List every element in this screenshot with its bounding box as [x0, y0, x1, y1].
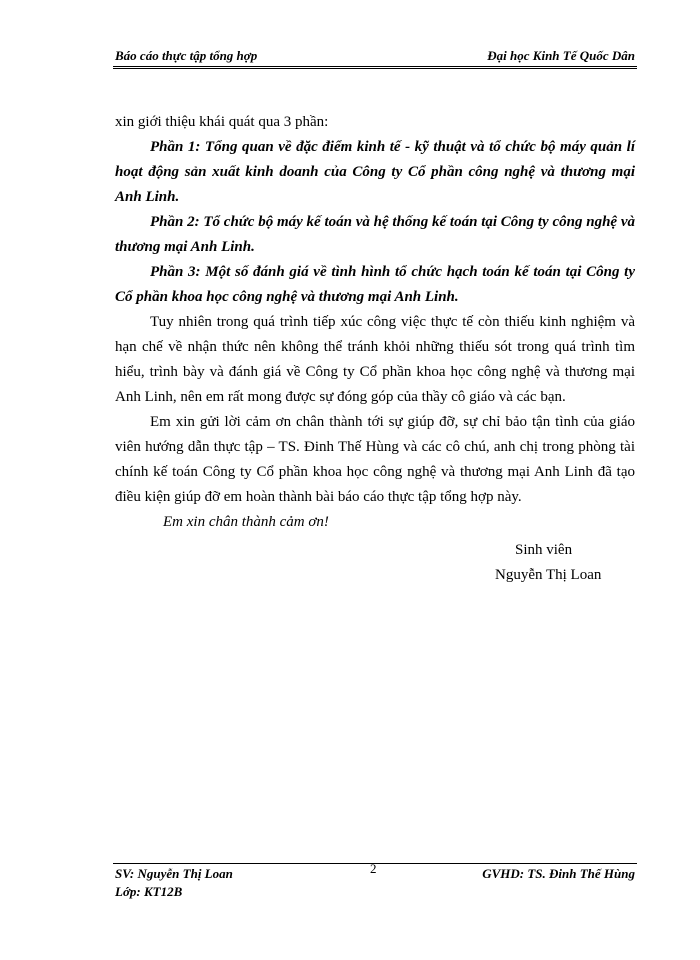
- footer-student: SV: Nguyễn Thị Loan: [115, 866, 233, 881]
- part-1: Phần 1: Tổng quan về đặc điểm kinh tế - kỹ thuật và tổ chức bộ máy quản lí hoạt động sản xuất kinh doanh của Công ty Cổ phần công nghệ và thương mại Anh Linh.: [115, 139, 635, 205]
- paragraph-limitations: Tuy nhiên trong quá trình tiếp xúc công việc thực tế còn thiếu kinh nghiệm và hạn chế về nhận thức nên không thể tránh khỏi những thiếu sót trong quá trình tìm hiểu, trình bày và đánh giá về Công ty Cổ phần khoa học công nghệ và thương mại Anh Linh, nên em rất mong được sự đóng góp của thầy cô giáo và các bạn.: [115, 314, 635, 405]
- thanks-line: Em xin chân thành cảm ơn!: [163, 514, 329, 530]
- part-3: Phần 3: Một số đánh giá về tình hình tổ chức hạch toán kế toán tại Công ty Cổ phần khoa học công nghệ và thương mại Anh Linh.: [115, 264, 635, 305]
- signature-name: Nguyễn Thị Loan: [495, 567, 602, 583]
- document-body: [115, 110, 635, 588]
- part-2: Phần 2: Tổ chức bộ máy kế toán và hệ thống kế toán tại Công ty công nghệ và thương mại Anh Linh.: [115, 214, 635, 255]
- intro-line: xin giới thiệu khái quát qua 3 phần:: [115, 114, 329, 130]
- page-number: 2: [370, 861, 377, 876]
- header-report-title: Báo cáo thực tập tổng hợp: [115, 48, 258, 63]
- header-university: Đại học Kinh Tế Quốc Dân: [487, 48, 635, 63]
- footer-advisor: GVHD: TS. Đinh Thế Hùng: [482, 866, 635, 881]
- footer-class: Lớp: KT12B: [115, 884, 183, 899]
- signature-title: Sinh viên: [515, 542, 573, 558]
- header-rule: [113, 66, 637, 69]
- paragraph-acknowledgement: Em xin gửi lời cảm ơn chân thành tới sự giúp đỡ, sự chỉ bảo tận tình của giáo viên hướng dẫn thực tập – TS. Đinh Thế Hùng và các cô chú, anh chị trong phòng tài chính kế toán Công ty Cổ phần khoa học công nghệ và thương mại Anh Linh đã tạo điều kiện giúp đỡ em hoàn thành bài báo cáo thực tập tổng hợp này.: [115, 414, 635, 505]
